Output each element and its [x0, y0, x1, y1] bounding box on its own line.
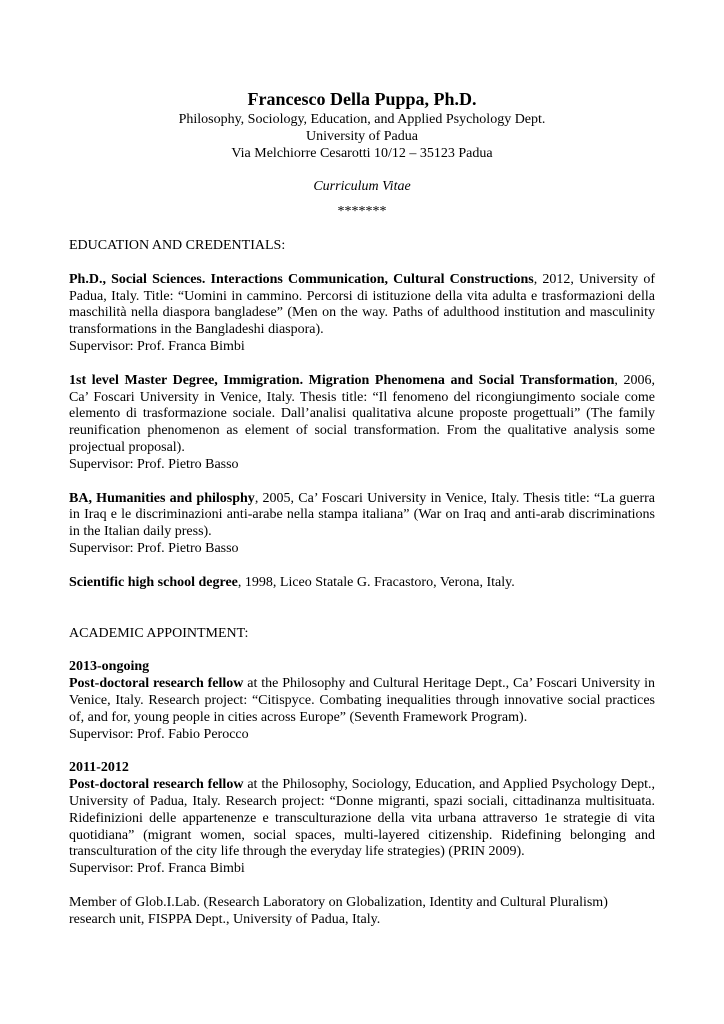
supervisor-line: Supervisor: Prof. Franca Bimbi	[69, 338, 245, 354]
university-line: University of Padua	[306, 128, 418, 144]
degree-title: Ph.D., Social Sciences. Interactions Communication, Cultural Constructions	[69, 271, 534, 287]
supervisor-line: Supervisor: Prof. Franca Bimbi	[69, 861, 245, 877]
degree-title: 1st level Master Degree, Immigration. Migration Phenomena and Social Transformation	[69, 372, 615, 388]
document-title: Curriculum Vitae	[313, 179, 411, 195]
appointment-role: Post-doctoral research fellow	[69, 676, 244, 692]
appointment-entry-2013	[69, 659, 655, 743]
author-name: Francesco Della Puppa, Ph.D.	[247, 89, 477, 109]
degree-details: , 1998, Liceo Statale G. Fracastoro, Verona, Italy.	[237, 574, 515, 590]
address-line: Via Melchiorre Cesarotti 10/12 – 35123 Padua	[231, 145, 493, 161]
degree-details: , 2012, University of Padua, Italy. Title: “Uomini in cammino. Percorsi di istituzione della vita adulta e trasformazioni della maschilità nella diaspora bangladese” (Men on the way. Paths of adulthood institution and masculinity transformations in the Bangladeshi diaspora).	[69, 271, 655, 338]
supervisor-line: Supervisor: Prof. Pietro Basso	[69, 456, 239, 472]
supervisor-line: Supervisor: Prof. Fabio Perocco	[69, 726, 249, 742]
degree-title: BA, Humanities and philosphy	[69, 490, 255, 506]
education-entry-highschool	[69, 575, 655, 592]
education-entry-ba	[69, 491, 655, 558]
degree-details: , 2005, Ca’ Foscari University in Venice, Italy. Thesis title: “La guerra in Iraq e le discriminazioni anti-arabe nella stampa italiana” (War on Iraq and anti-arab discriminations in the Italian daily press).	[69, 490, 655, 540]
academic-section-title: ACADEMIC APPOINTMENT:	[69, 625, 249, 641]
degree-details: , 2006, Ca’ Foscari University in Venice, Italy. Thesis title: “Il fenomeno del ricongiungimento sociale come elemento di trasformazione sociale. Dall’analisi qualitativa alcune proposte progettuali” (The family reunification phenomenon as element of social transformation. From the qualitative analysis some projectual proposal).	[69, 372, 656, 455]
appointment-years: 2013-ongoing	[69, 659, 150, 675]
supervisor-line: Supervisor: Prof. Pietro Basso	[69, 540, 239, 556]
appointment-details: at the Philosophy and Cultural Heritage Dept., Ca’ Foscari University in Venice, Italy. Research project: “Citispyce. Combating inequalities through innovative social practices of, and for, young people in cities across Europe” (Seventh Framework Program).	[69, 676, 656, 725]
appointment-role: Post-doctoral research fellow	[69, 777, 244, 793]
appointment-entry-2011	[69, 760, 655, 878]
education-entry-master	[69, 373, 655, 474]
appointment-details: at the Philosophy, Sociology, Education, and Applied Psychology Dept., University of Padua, Italy. Research project: “Donne migranti, spazi sociali, cittadinanza multisituata. Ridefinizioni delle appartenenze e transculturazione della vita urbana attraverso 1e strategie di vita quotidiana” (migrant women, social spaces, multi-layered citizenship. Ridefining belonging and transculturation of the city life through the everyday life strategies) (PRIN 2009).	[69, 777, 655, 860]
separator: *******	[337, 204, 387, 220]
appointment-years: 2011-2012	[69, 760, 129, 776]
education-section-title: EDUCATION AND CREDENTIALS:	[69, 237, 286, 253]
degree-title: Scientific high school degree	[69, 574, 238, 590]
education-entry-phd	[69, 272, 655, 356]
membership-note: Member of Glob.I.Lab. (Research Laboratory on Globalization, Identity and Cultural Pluralism) research unit, FISPPA Dept., University of Padua, Italy.	[69, 894, 608, 927]
department-line: Philosophy, Sociology, Education, and Applied Psychology Dept.	[178, 112, 546, 127]
cv-header	[69, 88, 655, 221]
